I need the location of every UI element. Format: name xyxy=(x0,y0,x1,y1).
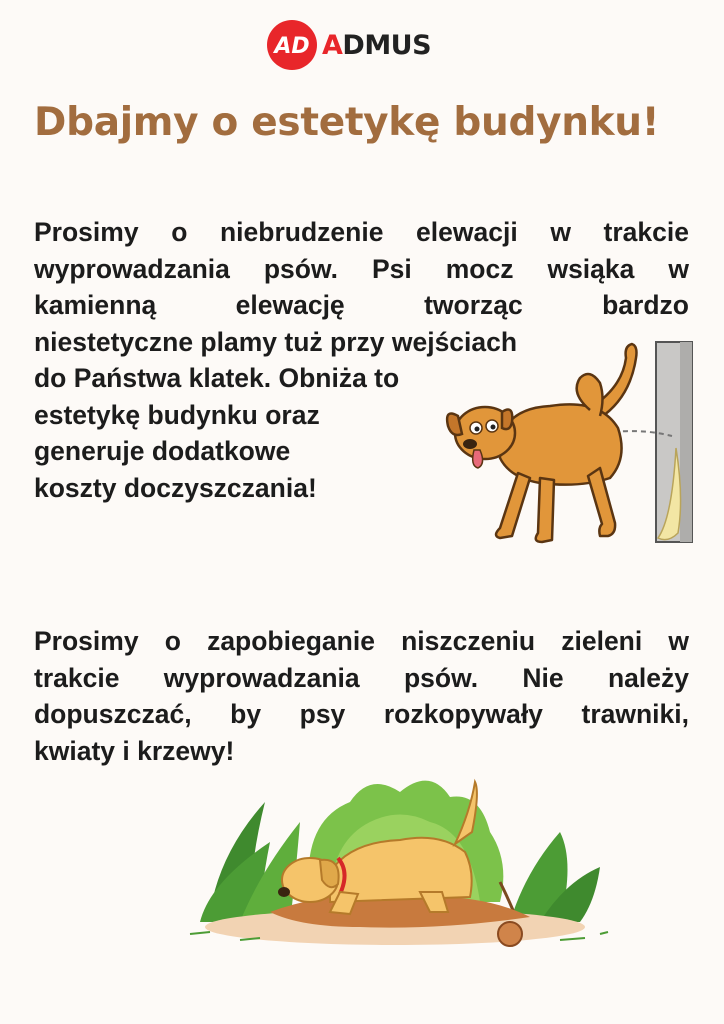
logo-wordmark-rest: DMUS xyxy=(342,29,432,61)
paragraph-greenery xyxy=(34,623,689,769)
page-title: Dbajmy o estetykę budynku! xyxy=(34,100,660,145)
paragraph-line: do Państwa klatek. Obniża to xyxy=(34,363,400,393)
dog-digging-illustration xyxy=(180,762,610,962)
paragraph-line: niestetyczne plamy tuż przy wejściach xyxy=(34,326,518,357)
paragraph-line: Prosimy o niebrudzenie elewacji w trakcie xyxy=(34,217,689,247)
paragraph-line: trakcie wyprowadzania psów. Nie należy xyxy=(34,662,689,693)
paragraph-line: kwiaty i krzewy! xyxy=(34,735,235,766)
logo-wordmark-accent: A xyxy=(322,29,343,61)
logo-wordmark xyxy=(322,29,432,61)
dog-peeing-illustration xyxy=(440,338,694,554)
paragraph-line: generuje dodatkowe xyxy=(34,436,291,466)
admus-logo xyxy=(266,20,431,70)
svg-text:AD: AD xyxy=(274,34,310,59)
paragraph-line: Prosimy o zapobieganie niszczeniu zieleni w xyxy=(34,626,689,656)
paragraph-line: koszty doczyszczania! xyxy=(34,472,317,503)
paragraph-line: dopuszczać, by psy rozkopywały trawniki, xyxy=(34,699,689,729)
paragraph-line: estetykę budynku oraz xyxy=(34,399,320,430)
paragraph-line: wyprowadzania psów. Psi mocz wsiąka w xyxy=(34,253,689,284)
paragraph-line: kamienną elewację tworząc bardzo xyxy=(34,290,689,320)
admus-logo-icon xyxy=(266,19,318,71)
